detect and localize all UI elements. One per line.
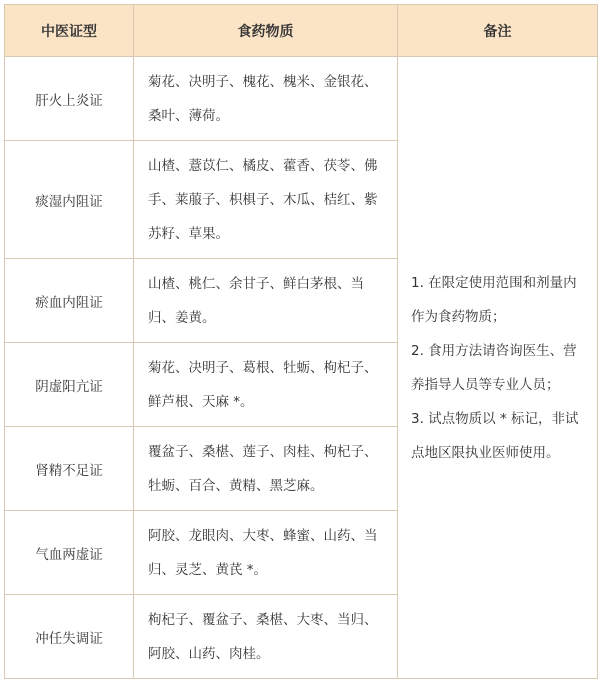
syndrome-type-cell: 阴虚阳亢证 <box>5 343 134 427</box>
herbs-cell: 菊花、决明子、槐花、槐米、金银花、桑叶、薄荷。 <box>134 57 398 141</box>
table-header-row <box>5 5 598 57</box>
herbs-cell: 山楂、桃仁、余甘子、鲜白茅根、当归、姜黄。 <box>134 259 398 343</box>
header-notes: 备注 <box>398 5 598 57</box>
syndrome-type-cell: 气血两虚证 <box>5 511 134 595</box>
herbs-cell: 覆盆子、桑椹、莲子、肉桂、枸杞子、牡蛎、百合、黄精、黑芝麻。 <box>134 427 398 511</box>
header-food-medicine: 食药物质 <box>134 5 398 57</box>
note-line: 1. 在限定使用范围和剂量内作为食药物质； <box>411 274 577 325</box>
note-line: 2. 食用方法请咨询医生、营养指导人员等专业人员； <box>411 342 577 393</box>
tcm-food-medicine-table <box>4 4 598 679</box>
syndrome-type-cell: 肝火上炎证 <box>5 57 134 141</box>
herbs-cell: 山楂、薏苡仁、橘皮、藿香、茯苓、佛手、莱菔子、枳椇子、木瓜、桔红、紫苏籽、草果。 <box>134 141 398 259</box>
syndrome-type-cell: 冲任失调证 <box>5 595 134 679</box>
syndrome-type-cell: 瘀血内阻证 <box>5 259 134 343</box>
table-row <box>5 57 598 141</box>
herbs-cell: 阿胶、龙眼肉、大枣、蜂蜜、山药、当归、灵芝、黄芪 *。 <box>134 511 398 595</box>
herbs-cell: 枸杞子、覆盆子、桑椹、大枣、当归、阿胶、山药、肉桂。 <box>134 595 398 679</box>
syndrome-type-cell: 肾精不足证 <box>5 427 134 511</box>
notes-cell <box>398 57 598 679</box>
herbs-cell: 菊花、决明子、葛根、牡蛎、枸杞子、鲜芦根、天麻 *。 <box>134 343 398 427</box>
syndrome-type-cell: 痰湿内阻证 <box>5 141 134 259</box>
note-line: 3. 试点物质以 * 标记，非试点地区限执业医师使用。 <box>411 410 579 461</box>
header-syndrome-type: 中医证型 <box>5 5 134 57</box>
